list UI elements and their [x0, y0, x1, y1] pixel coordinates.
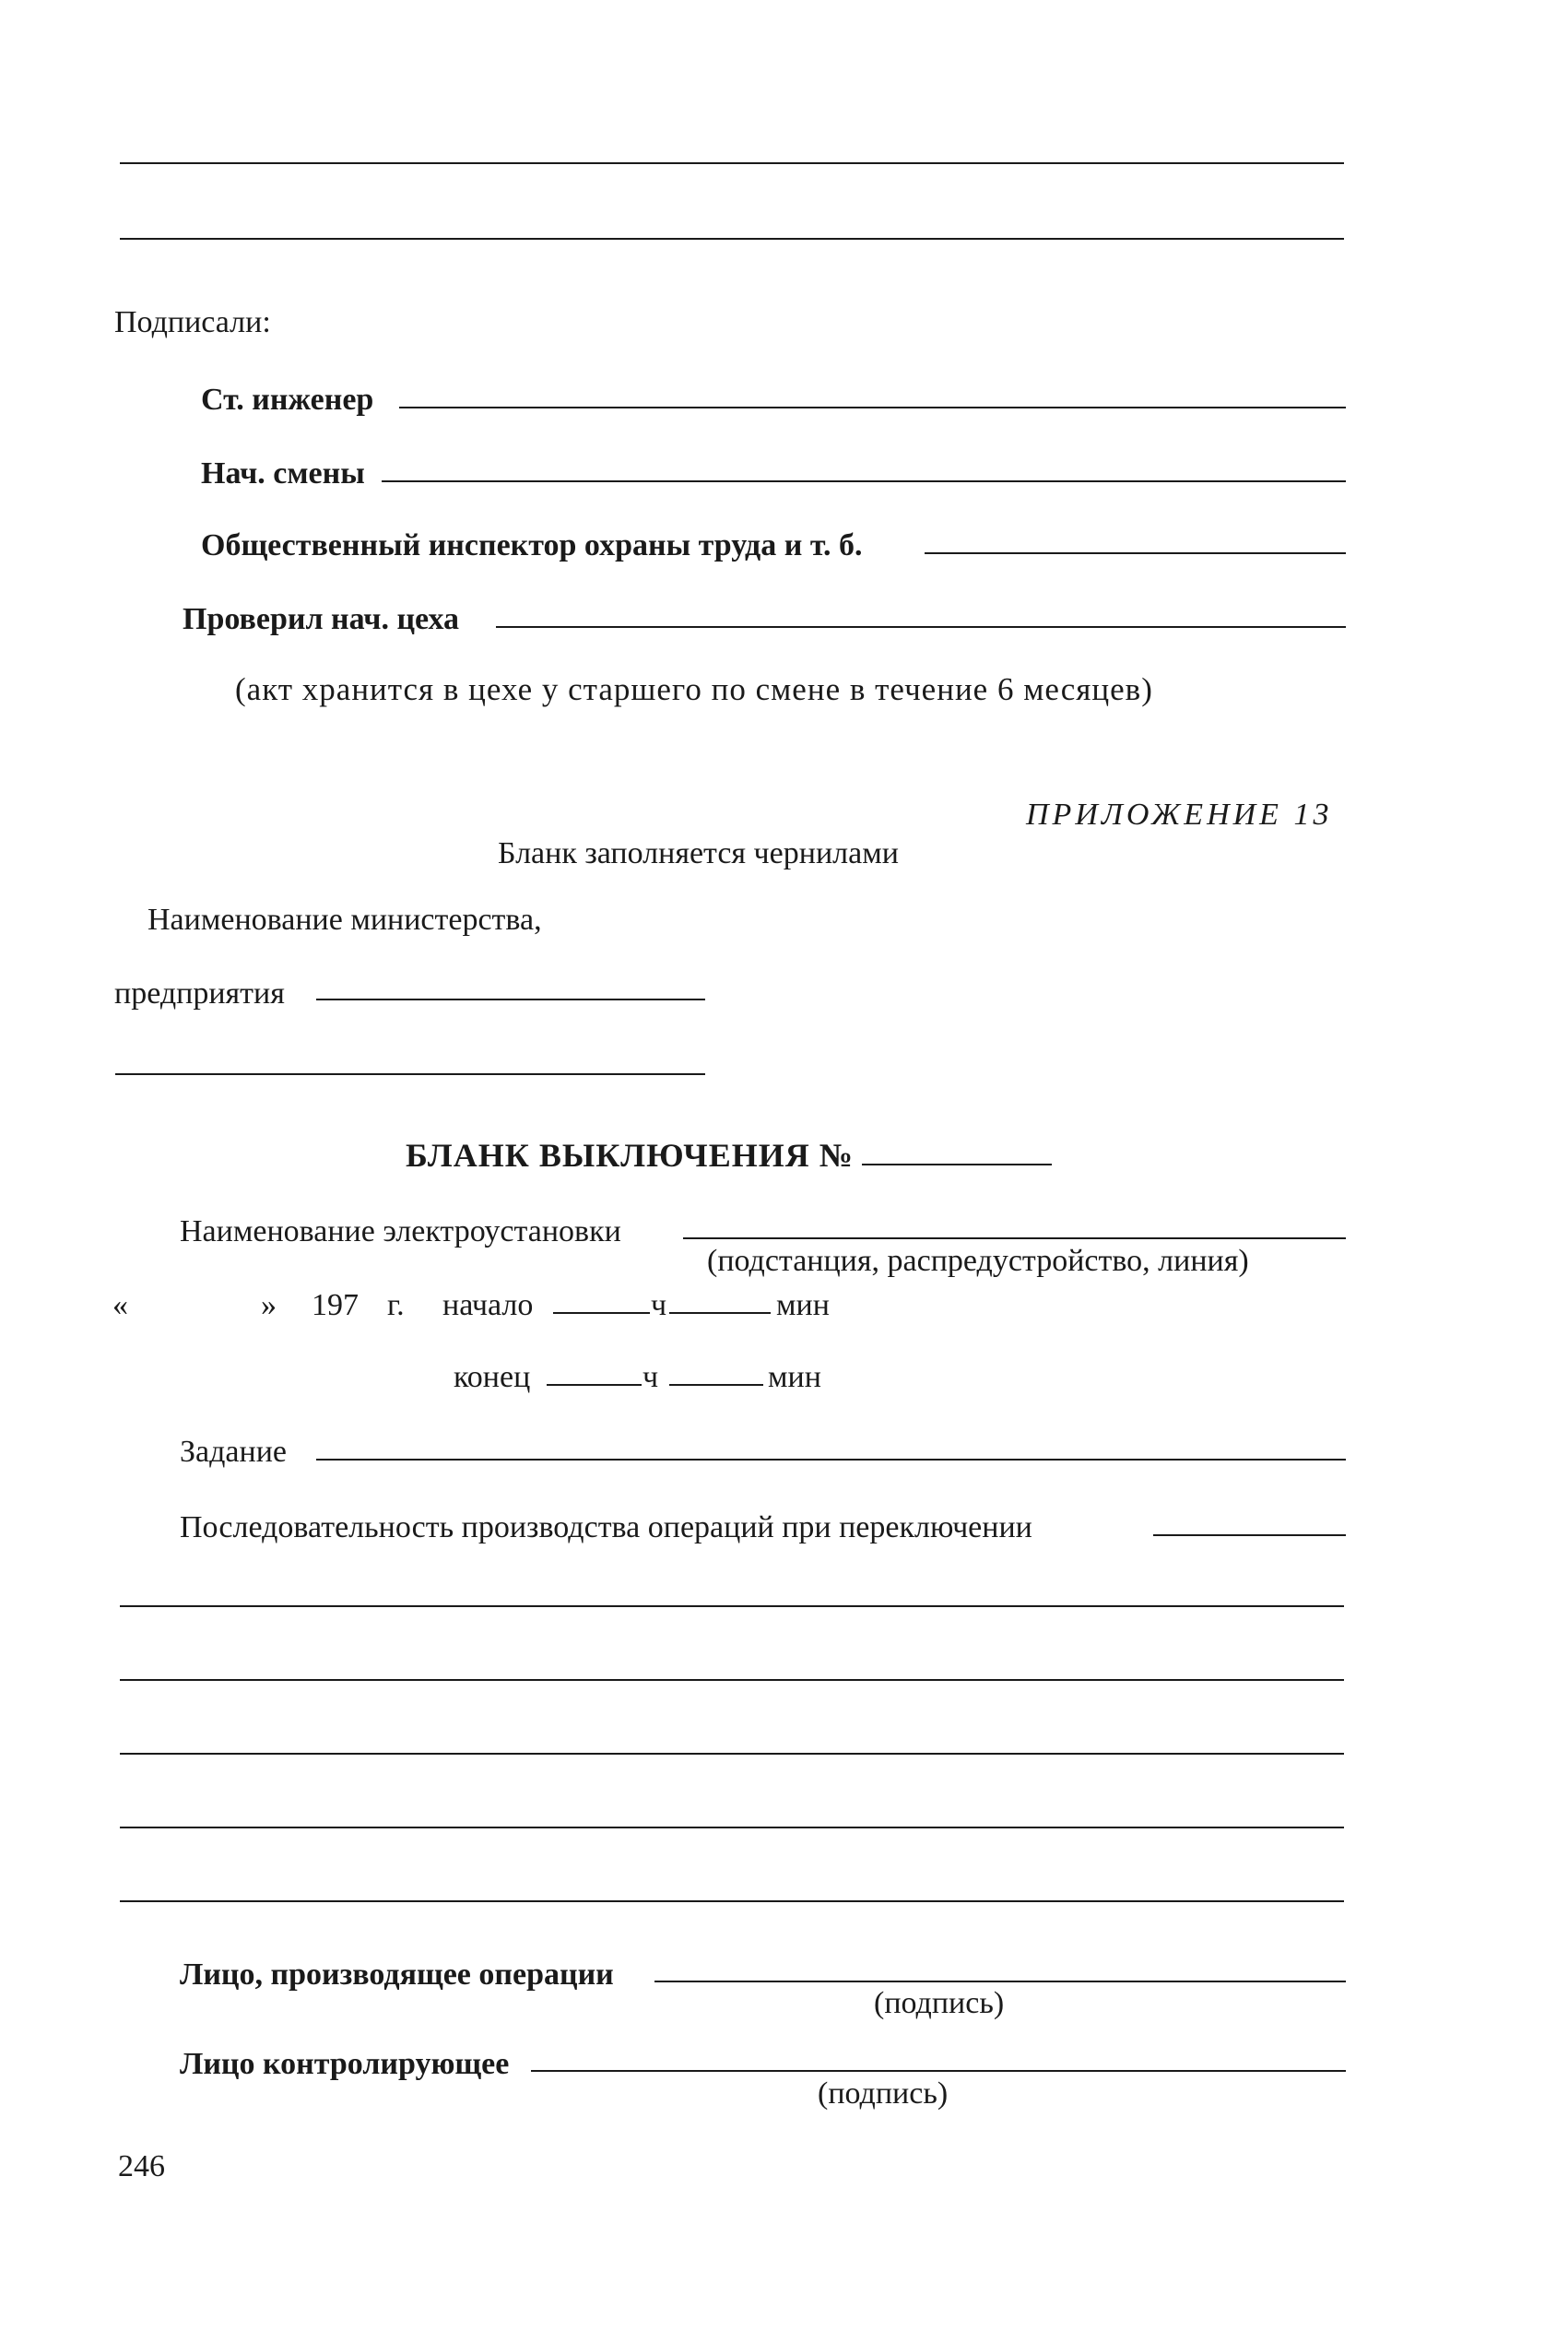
start-label: начало — [442, 1288, 534, 1322]
shift-chief-signature-line[interactable] — [382, 480, 1346, 482]
safety-inspector-signature-line[interactable] — [925, 552, 1346, 554]
appendix-label: ПРИЛОЖЕНИЕ 13 — [1026, 798, 1333, 832]
senior-engineer-signature-line[interactable] — [399, 407, 1346, 408]
sequence-blank-line-2[interactable] — [120, 1679, 1344, 1681]
page-number: 246 — [118, 2149, 165, 2183]
senior-engineer-label: Ст. инженер — [201, 383, 374, 417]
sequence-blank-line-1[interactable] — [120, 1605, 1344, 1607]
sequence-blank-line-3[interactable] — [120, 1753, 1344, 1755]
form-number-line[interactable] — [862, 1164, 1052, 1165]
ink-note: Бланк заполняется чернилами — [498, 836, 899, 870]
sequence-blank-line-4[interactable] — [120, 1827, 1344, 1828]
operator-signature-line[interactable] — [654, 1981, 1346, 1982]
signatures-heading: Подписали: — [114, 305, 271, 339]
controller-signature-hint: (подпись) — [818, 2076, 949, 2111]
sequence-blank-line-5[interactable] — [120, 1900, 1344, 1902]
controller-label: Лицо контролирующее — [180, 2047, 510, 2081]
blank-line-top-1 — [120, 162, 1344, 164]
quote-open: « — [112, 1288, 128, 1322]
year: 197 — [312, 1288, 359, 1322]
end-label: конец — [454, 1360, 531, 1394]
start-hours-line[interactable] — [553, 1312, 650, 1314]
end-minutes-unit: мин — [768, 1360, 821, 1394]
end-hours-line[interactable] — [547, 1384, 642, 1386]
ministry-label: Наименование министерства, — [147, 903, 542, 937]
start-minutes-unit: мин — [776, 1288, 830, 1322]
task-label: Задание — [180, 1435, 287, 1469]
sequence-line[interactable] — [1153, 1534, 1346, 1536]
start-minutes-line[interactable] — [669, 1312, 771, 1314]
operator-label: Лицо, производящее операции — [180, 1957, 614, 1992]
sequence-label: Последовательность производства операций при переключении — [180, 1510, 1032, 1544]
installation-hint: (подстанция, распредустройство, линия) — [707, 1244, 1249, 1278]
enterprise-line[interactable] — [316, 999, 705, 1000]
blank-line-top-2 — [120, 238, 1344, 240]
controller-signature-line[interactable] — [531, 2070, 1346, 2072]
operator-signature-hint: (подпись) — [874, 1986, 1005, 2020]
quote-close: » — [261, 1288, 277, 1322]
end-hours-unit: ч — [643, 1360, 659, 1394]
storage-note: (акт хранится в цехе у старшего по смене в течение 6 месяцев) — [235, 671, 1153, 707]
start-hours-unit: ч — [651, 1288, 667, 1322]
checked-by-signature-line[interactable] — [496, 626, 1346, 628]
checked-by-label: Проверил нач. цеха — [183, 602, 459, 636]
year-suffix: г. — [387, 1288, 405, 1322]
installation-label: Наименование электроустановки — [180, 1214, 621, 1248]
installation-line[interactable] — [683, 1237, 1346, 1239]
enterprise-line-2[interactable] — [115, 1073, 705, 1075]
enterprise-label: предприятия — [114, 976, 285, 1011]
shift-chief-label: Нач. смены — [201, 456, 365, 491]
form-title: БЛАНК ВЫКЛЮЧЕНИЯ № — [406, 1137, 854, 1174]
safety-inspector-label: Общественный инспектор охраны труда и т. б. — [201, 528, 863, 562]
end-minutes-line[interactable] — [669, 1384, 763, 1386]
task-line[interactable] — [316, 1459, 1346, 1461]
